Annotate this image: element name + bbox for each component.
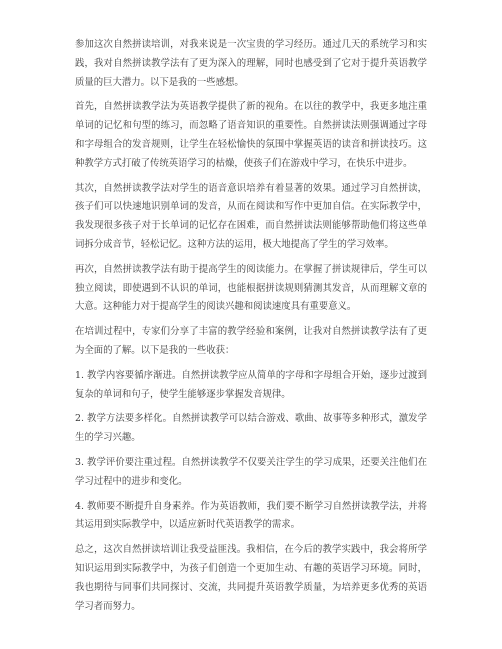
paragraph-second-point: 其次，自然拼读教学法对学生的语音意识培养有着显著的效果。通过学习自然拼读，孩子们可以快速地识别单词的发音，从而在阅读和写作中更加自信。在实际教学中，我发现很多孩子对于长单词的记忆存在困难，而自然拼读法则能够帮助他们将这些单词拆分成音节，轻松记忆。这种方法的运用，极大地提高了学生的学习效率。 <box>75 182 427 250</box>
paragraph-third-point: 再次，自然拼读教学法有助于提高学生的阅读能力。在掌握了拼读规律后，学生可以独立阅读，即使遇到不认识的单词，也能根据拼读规则猜测其发音，从而理解文章的大意。这种能力对于提高学生的阅读兴趣和阅读速度具有重要意义。 <box>75 263 427 313</box>
list-item-2: 2. 教学方法要多样化。自然拼读教学可以结合游戏、歌曲、故事等多种形式，激发学生的学习兴趣。 <box>75 413 427 444</box>
paragraph-conclusion: 总之，这次自然拼读培训让我受益匪浅。我相信，在今后的教学实践中，我会将所学知识运用到实际教学中，为孩子们创造一个更加生动、有趣的英语学习环境。同时，我也期待与同事们共同探讨、交流，共同提升英语教学质量，为培养更多优秀的英语学习者而努力。 <box>75 544 427 612</box>
paragraph-training-gains: 在培训过程中，专家们分享了丰富的教学经验和案例，让我对自然拼读教学法有了更为全面的了解。以下是我的一些收获： <box>75 326 427 356</box>
list-item-4: 4. 教师要不断提升自身素养。作为英语教师，我们要不断学习自然拼读教学法，并将其运用到实际教学中，以适应新时代英语教学的需求。 <box>75 500 427 531</box>
paragraph-intro: 参加这次自然拼读培训，对我来说是一次宝贵的学习经历。通过几天的系统学习和实践，我对自然拼读教学法有了更为深入的理解，同时也感受到了它对于提升英语教学质量的巨大潜力。以下是我的一些感想。 <box>75 39 427 88</box>
list-item-3: 3. 教学评价要注重过程。自然拼读教学不仅要关注学生的学习成果，还要关注他们在学习过程中的进步和变化。 <box>75 456 427 487</box>
list-item-1: 1. 教学内容要循序渐进。自然拼读教学应从简单的字母和字母组合开始，逐步过渡到复杂的单词和句子，使学生能够逐步掌握发音规律。 <box>75 369 427 400</box>
paragraph-first-point: 首先，自然拼读教学法为英语教学提供了新的视角。在以往的教学中，我更多地注重单词的记忆和句型的练习，而忽略了语音知识的重要性。自然拼读法则强调通过字母和字母组合的发音规则，让学生在轻松愉快的氛围中掌握英语的读音和拼读技巧。这种教学方式打破了传统英语学习的枯燥，使孩子们在游戏中学习，在快乐中进步。 <box>75 101 427 169</box>
document-body <box>75 36 427 622</box>
